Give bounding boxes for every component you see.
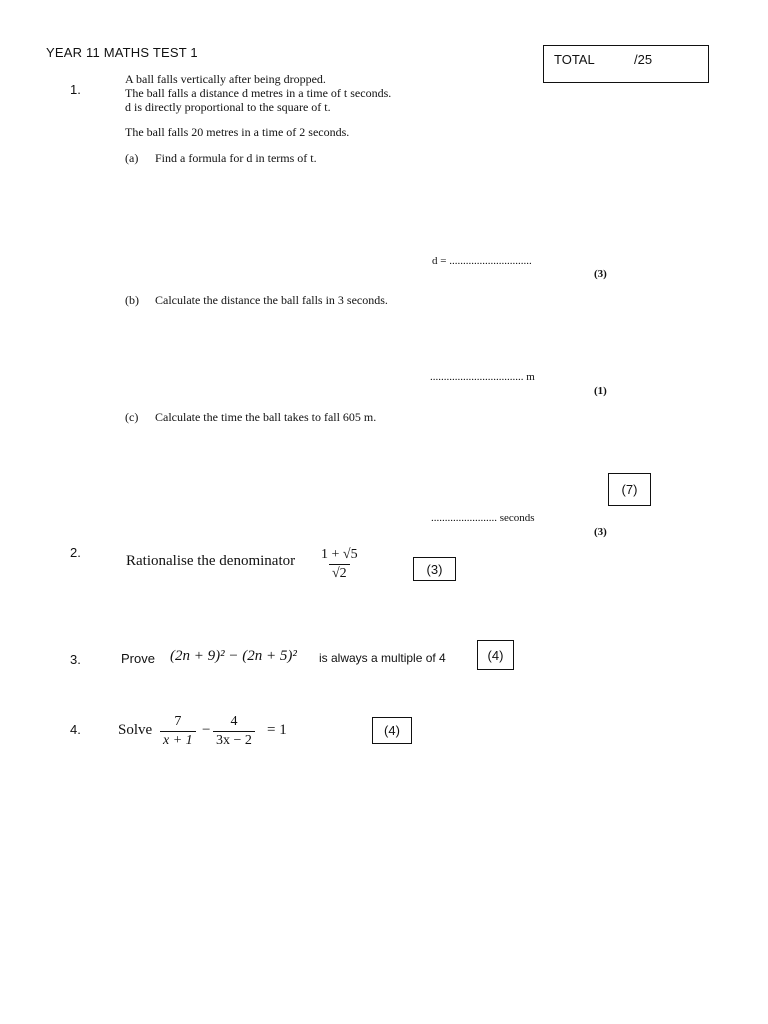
- question-1-number: 1.: [70, 82, 81, 97]
- question-2-text: Rationalise the denominator: [126, 553, 296, 569]
- question-4-fraction-2-denominator: 3x − 2: [213, 731, 255, 749]
- question-1-total-marks-box: (7): [608, 473, 651, 506]
- question-2-numerator: 1 + √5: [321, 547, 358, 562]
- question-2-fraction: [318, 547, 361, 582]
- question-1-line-1: A ball falls vertically after being dropped.: [125, 72, 326, 86]
- question-1-line-3: d is directly proportional to the square of t.: [125, 100, 331, 114]
- question-4-number: 4.: [70, 722, 81, 737]
- question-1-given: The ball falls 20 metres in a time of 2 seconds.: [125, 125, 350, 139]
- question-2-marks-box: (3): [413, 557, 456, 581]
- question-4-minus: −: [202, 722, 211, 738]
- part-b-label: (b): [125, 293, 139, 307]
- part-c-marks: (3): [594, 526, 607, 538]
- test-title: YEAR 11 MATHS TEST 1: [46, 45, 198, 60]
- question-1-line-2: The ball falls a distance d metres in a time of t seconds.: [125, 86, 392, 100]
- part-c-answer-line[interactable]: ........................ seconds: [431, 512, 535, 524]
- question-3-marks-box: (4): [477, 640, 514, 670]
- question-4-fraction-2-numerator: 4: [230, 714, 238, 729]
- question-3-expression: (2n + 9)² − (2n + 5)²: [170, 648, 297, 664]
- question-2-number: 2.: [70, 545, 81, 560]
- question-4-equals: = 1: [267, 722, 287, 738]
- total-score: /25: [634, 52, 653, 67]
- part-c-text: Calculate the time the ball takes to fall 605 m.: [155, 410, 377, 424]
- question-4-prefix: Solve: [118, 722, 153, 738]
- question-2-denominator: √2: [329, 564, 350, 582]
- part-b-marks: (1): [594, 385, 607, 397]
- question-3-suffix: is always a multiple of 4: [319, 651, 446, 665]
- question-3-prefix: Prove: [121, 651, 155, 666]
- question-4-marks-box: (4): [372, 717, 412, 744]
- question-4-fraction-2: [213, 714, 255, 749]
- total-label: TOTAL: [554, 52, 595, 67]
- question-3-number: 3.: [70, 652, 81, 667]
- total-score-box: [543, 45, 709, 83]
- part-a-answer-line[interactable]: d = ..............................: [432, 255, 532, 267]
- question-4-fraction-1-denominator: x + 1: [160, 731, 196, 749]
- question-4-fraction-1: [160, 714, 196, 749]
- part-a-marks: (3): [594, 268, 607, 280]
- part-b-answer-line[interactable]: .................................. m: [430, 371, 535, 383]
- part-a-label: (a): [125, 151, 139, 165]
- part-c-label: (c): [125, 410, 139, 424]
- part-b-text: Calculate the distance the ball falls in 3 seconds.: [155, 293, 388, 307]
- part-a-text: Find a formula for d in terms of t.: [155, 151, 317, 165]
- question-4-fraction-1-numerator: 7: [174, 714, 182, 729]
